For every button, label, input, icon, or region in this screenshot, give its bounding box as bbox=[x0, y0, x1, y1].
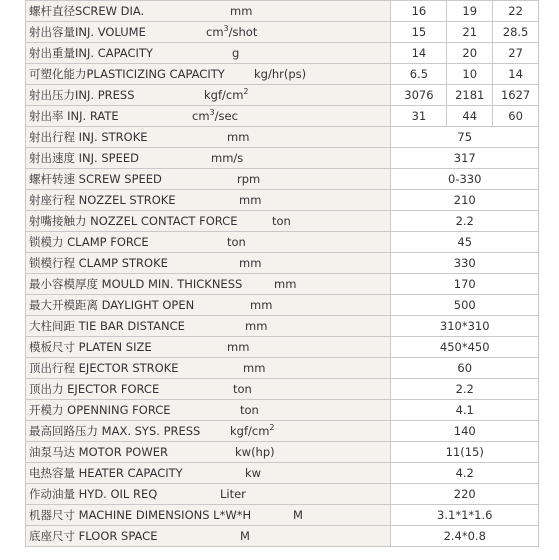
spec-value-cell: 500 bbox=[391, 295, 539, 316]
spec-name: 射出重量INJ. CAPACITY bbox=[29, 46, 153, 60]
spec-value-cell: 170 bbox=[391, 274, 539, 295]
spec-unit-base: kgf/cm bbox=[230, 424, 270, 438]
spec-label-cell bbox=[26, 190, 391, 211]
spec-label-cell bbox=[26, 400, 391, 421]
spec-label-cell bbox=[26, 106, 391, 127]
spec-unit bbox=[293, 505, 303, 525]
spec-label-cell bbox=[26, 379, 391, 400]
spec-unit-base: mm bbox=[239, 193, 262, 207]
spec-value-cell: 60 bbox=[391, 358, 539, 379]
spec-value-cell: 0-330 bbox=[391, 169, 539, 190]
spec-value-cell: 3076 bbox=[391, 85, 447, 106]
spec-unit bbox=[272, 211, 291, 231]
spec-name: 射出行程 INJ. STROKE bbox=[29, 130, 148, 144]
spec-label-cell bbox=[26, 463, 391, 484]
spec-value-cell: 4.2 bbox=[391, 463, 539, 484]
spec-unit-base: mm bbox=[274, 277, 297, 291]
spec-name: 顶出力 EJECTOR FORCE bbox=[29, 382, 160, 396]
spec-unit-base: cm bbox=[192, 109, 210, 123]
spec-unit-exponent: 3 bbox=[223, 24, 229, 33]
spec-row bbox=[26, 400, 539, 421]
spec-unit-base: rpm bbox=[237, 172, 261, 186]
spec-unit bbox=[206, 22, 257, 42]
spec-value-cell: 60 bbox=[493, 106, 539, 127]
spec-row bbox=[26, 274, 539, 295]
spec-name: 顶出行程 EJECTOR STROKE bbox=[29, 361, 179, 375]
spec-unit-base: kw(hp) bbox=[235, 445, 275, 459]
spec-unit bbox=[230, 421, 275, 441]
spec-unit-base: kg/hr(ps) bbox=[254, 67, 307, 81]
spec-value-cell: 19 bbox=[447, 1, 493, 22]
spec-unit bbox=[240, 526, 250, 546]
spec-row bbox=[26, 295, 539, 316]
spec-label-cell bbox=[26, 253, 391, 274]
spec-unit-base: mm/s bbox=[211, 151, 244, 165]
spec-unit bbox=[211, 148, 243, 168]
spec-row bbox=[26, 253, 539, 274]
spec-value-cell: 14 bbox=[391, 43, 447, 64]
spec-unit bbox=[192, 106, 238, 126]
spec-value-cell: 10 bbox=[447, 64, 493, 85]
spec-row bbox=[26, 1, 539, 22]
spec-unit-base: mm bbox=[239, 256, 262, 270]
spec-unit-base: kgf/cm bbox=[204, 88, 244, 102]
spec-row bbox=[26, 232, 539, 253]
spec-unit bbox=[240, 400, 259, 420]
spec-label-cell bbox=[26, 64, 391, 85]
spec-row bbox=[26, 379, 539, 400]
spec-unit-base: mm bbox=[227, 340, 250, 354]
spec-name: 机器尺寸 MACHINE DIMENSIONS L*W*H bbox=[29, 508, 252, 522]
spec-unit bbox=[230, 1, 252, 21]
spec-name: 射出容量INJ. VOLUME bbox=[29, 25, 146, 39]
spec-unit bbox=[239, 190, 261, 210]
spec-row bbox=[26, 85, 539, 106]
spec-label-cell bbox=[26, 337, 391, 358]
spec-unit-base: M bbox=[240, 529, 250, 543]
spec-value-cell: 27 bbox=[493, 43, 539, 64]
spec-label-cell bbox=[26, 211, 391, 232]
spec-row bbox=[26, 442, 539, 463]
spec-unit-base: mm bbox=[250, 298, 273, 312]
spec-unit-base: kw bbox=[245, 466, 262, 480]
spec-unit bbox=[250, 295, 272, 315]
spec-name: 底座尺寸 FLOOR SPACE bbox=[29, 529, 158, 543]
spec-unit-base: mm bbox=[230, 4, 253, 18]
spec-label-cell bbox=[26, 484, 391, 505]
spec-unit-base: M bbox=[293, 508, 303, 522]
spec-name: 最小容模厚度 MOULD MIN. THICKNESS bbox=[29, 277, 243, 291]
spec-unit bbox=[227, 337, 249, 357]
spec-row bbox=[26, 484, 539, 505]
spec-name: 螺杆转速 SCREW SPEED bbox=[29, 172, 162, 186]
spec-unit-base: cm bbox=[206, 25, 224, 39]
spec-unit-exponent: 3 bbox=[209, 108, 215, 117]
spec-name: 大柱间距 TIE BAR DISTANCE bbox=[29, 319, 185, 333]
spec-value-cell: 3.1*1*1.6 bbox=[391, 505, 539, 526]
spec-row bbox=[26, 64, 539, 85]
spec-unit bbox=[274, 274, 296, 294]
spec-unit bbox=[220, 484, 246, 504]
spec-label-cell bbox=[26, 43, 391, 64]
spec-label-cell bbox=[26, 232, 391, 253]
spec-label-cell bbox=[26, 169, 391, 190]
spec-name: 射嘴接触力 NOZZEL CONTACT FORCE bbox=[29, 214, 238, 228]
spec-row bbox=[26, 169, 539, 190]
spec-unit bbox=[232, 43, 239, 63]
spec-value-cell: 317 bbox=[391, 148, 539, 169]
spec-value-cell: 2.2 bbox=[391, 211, 539, 232]
spec-value-cell: 22 bbox=[493, 1, 539, 22]
spec-row bbox=[26, 127, 539, 148]
spec-table-body bbox=[26, 1, 539, 547]
spec-row bbox=[26, 337, 539, 358]
spec-unit-base: g bbox=[232, 46, 240, 60]
spec-value-cell: 4.1 bbox=[391, 400, 539, 421]
spec-label-cell bbox=[26, 358, 391, 379]
spec-name: 开模力 OPENNING FORCE bbox=[29, 403, 171, 417]
spec-value-cell: 2181 bbox=[447, 85, 493, 106]
spec-unit bbox=[233, 379, 252, 399]
spec-unit bbox=[239, 253, 261, 273]
spec-value-cell: 220 bbox=[391, 484, 539, 505]
spec-value-cell: 21 bbox=[447, 22, 493, 43]
spec-unit-base: ton bbox=[240, 403, 259, 417]
spec-label-cell bbox=[26, 316, 391, 337]
spec-value-cell: 28.5 bbox=[493, 22, 539, 43]
spec-label-cell bbox=[26, 148, 391, 169]
spec-value-cell: 2.4*0.8 bbox=[391, 526, 539, 547]
spec-row bbox=[26, 43, 539, 64]
spec-value-cell: 210 bbox=[391, 190, 539, 211]
spec-name: 模板尺寸 PLATEN SIZE bbox=[29, 340, 152, 354]
spec-value-cell: 45 bbox=[391, 232, 539, 253]
spec-unit-base: mm bbox=[245, 319, 268, 333]
spec-row bbox=[26, 106, 539, 127]
spec-unit-base: mm bbox=[227, 130, 250, 144]
spec-row bbox=[26, 211, 539, 232]
spec-row bbox=[26, 505, 539, 526]
spec-row bbox=[26, 526, 539, 547]
spec-value-cell: 31 bbox=[391, 106, 447, 127]
spec-unit bbox=[254, 64, 306, 84]
spec-label-cell bbox=[26, 442, 391, 463]
spec-value-cell: 11(15) bbox=[391, 442, 539, 463]
spec-name: 电热容量 HEATER CAPACITY bbox=[29, 466, 183, 480]
spec-value-cell: 6.5 bbox=[391, 64, 447, 85]
spec-name: 螺杆直径SCREW DIA. bbox=[29, 4, 145, 18]
spec-row bbox=[26, 463, 539, 484]
spec-unit-exponent: 2 bbox=[243, 87, 249, 96]
spec-row bbox=[26, 22, 539, 43]
spec-unit-base: Liter bbox=[220, 487, 246, 501]
spec-label-cell bbox=[26, 505, 391, 526]
spec-name: 最高回路压力 MAX. SYS. PRESS bbox=[29, 424, 201, 438]
spec-name: 射座行程 NOZZEL STROKE bbox=[29, 193, 176, 207]
spec-value-cell: 75 bbox=[391, 127, 539, 148]
spec-unit-base: ton bbox=[227, 235, 246, 249]
spec-value-cell: 44 bbox=[447, 106, 493, 127]
spec-table bbox=[25, 0, 539, 547]
spec-label-cell bbox=[26, 1, 391, 22]
spec-value-cell: 14 bbox=[493, 64, 539, 85]
spec-unit bbox=[245, 316, 267, 336]
spec-unit bbox=[243, 358, 265, 378]
spec-row bbox=[26, 358, 539, 379]
spec-label-cell bbox=[26, 274, 391, 295]
spec-row bbox=[26, 148, 539, 169]
spec-name: 油泵马达 MOTOR POWER bbox=[29, 445, 168, 459]
spec-unit bbox=[237, 169, 260, 189]
spec-name: 锁模力 CLAMP FORCE bbox=[29, 235, 149, 249]
spec-unit-base: ton bbox=[233, 382, 252, 396]
spec-label-cell bbox=[26, 85, 391, 106]
spec-value-cell: 1627 bbox=[493, 85, 539, 106]
spec-unit bbox=[227, 232, 246, 252]
spec-value-cell: 450*450 bbox=[391, 337, 539, 358]
spec-value-cell: 20 bbox=[447, 43, 493, 64]
spec-value-cell: 310*310 bbox=[391, 316, 539, 337]
spec-row bbox=[26, 421, 539, 442]
spec-name: 锁模行程 CLAMP STROKE bbox=[29, 256, 168, 270]
spec-unit-exponent: 2 bbox=[269, 423, 275, 432]
spec-unit bbox=[245, 463, 261, 483]
spec-name: 最大开模距离 DAYLIGHT OPEN bbox=[29, 298, 195, 312]
spec-label-cell bbox=[26, 421, 391, 442]
spec-row bbox=[26, 190, 539, 211]
spec-value-cell: 16 bbox=[391, 1, 447, 22]
spec-name: 可塑化能力PLASTICIZING CAPACITY bbox=[29, 67, 225, 81]
spec-unit-base: ton bbox=[272, 214, 291, 228]
spec-row bbox=[26, 316, 539, 337]
spec-label-cell bbox=[26, 127, 391, 148]
spec-name: 作动油量 HYD. OIL REQ bbox=[29, 487, 158, 501]
spec-label-cell bbox=[26, 295, 391, 316]
spec-value-cell: 2.2 bbox=[391, 379, 539, 400]
spec-unit bbox=[204, 85, 249, 105]
spec-value-cell: 330 bbox=[391, 253, 539, 274]
spec-label-cell bbox=[26, 526, 391, 547]
spec-value-cell: 15 bbox=[391, 22, 447, 43]
spec-label-cell bbox=[26, 22, 391, 43]
spec-name: 射出速度 INJ. SPEED bbox=[29, 151, 139, 165]
spec-unit bbox=[227, 127, 249, 147]
spec-unit-suffix: /shot bbox=[228, 25, 258, 39]
spec-name: 射出压力INJ. PRESS bbox=[29, 88, 135, 102]
spec-unit-suffix: /sec bbox=[214, 109, 238, 123]
spec-name: 射出率 INJ. RATE bbox=[29, 109, 119, 123]
spec-unit-base: mm bbox=[243, 361, 266, 375]
spec-value-cell: 140 bbox=[391, 421, 539, 442]
spec-unit bbox=[235, 442, 275, 462]
